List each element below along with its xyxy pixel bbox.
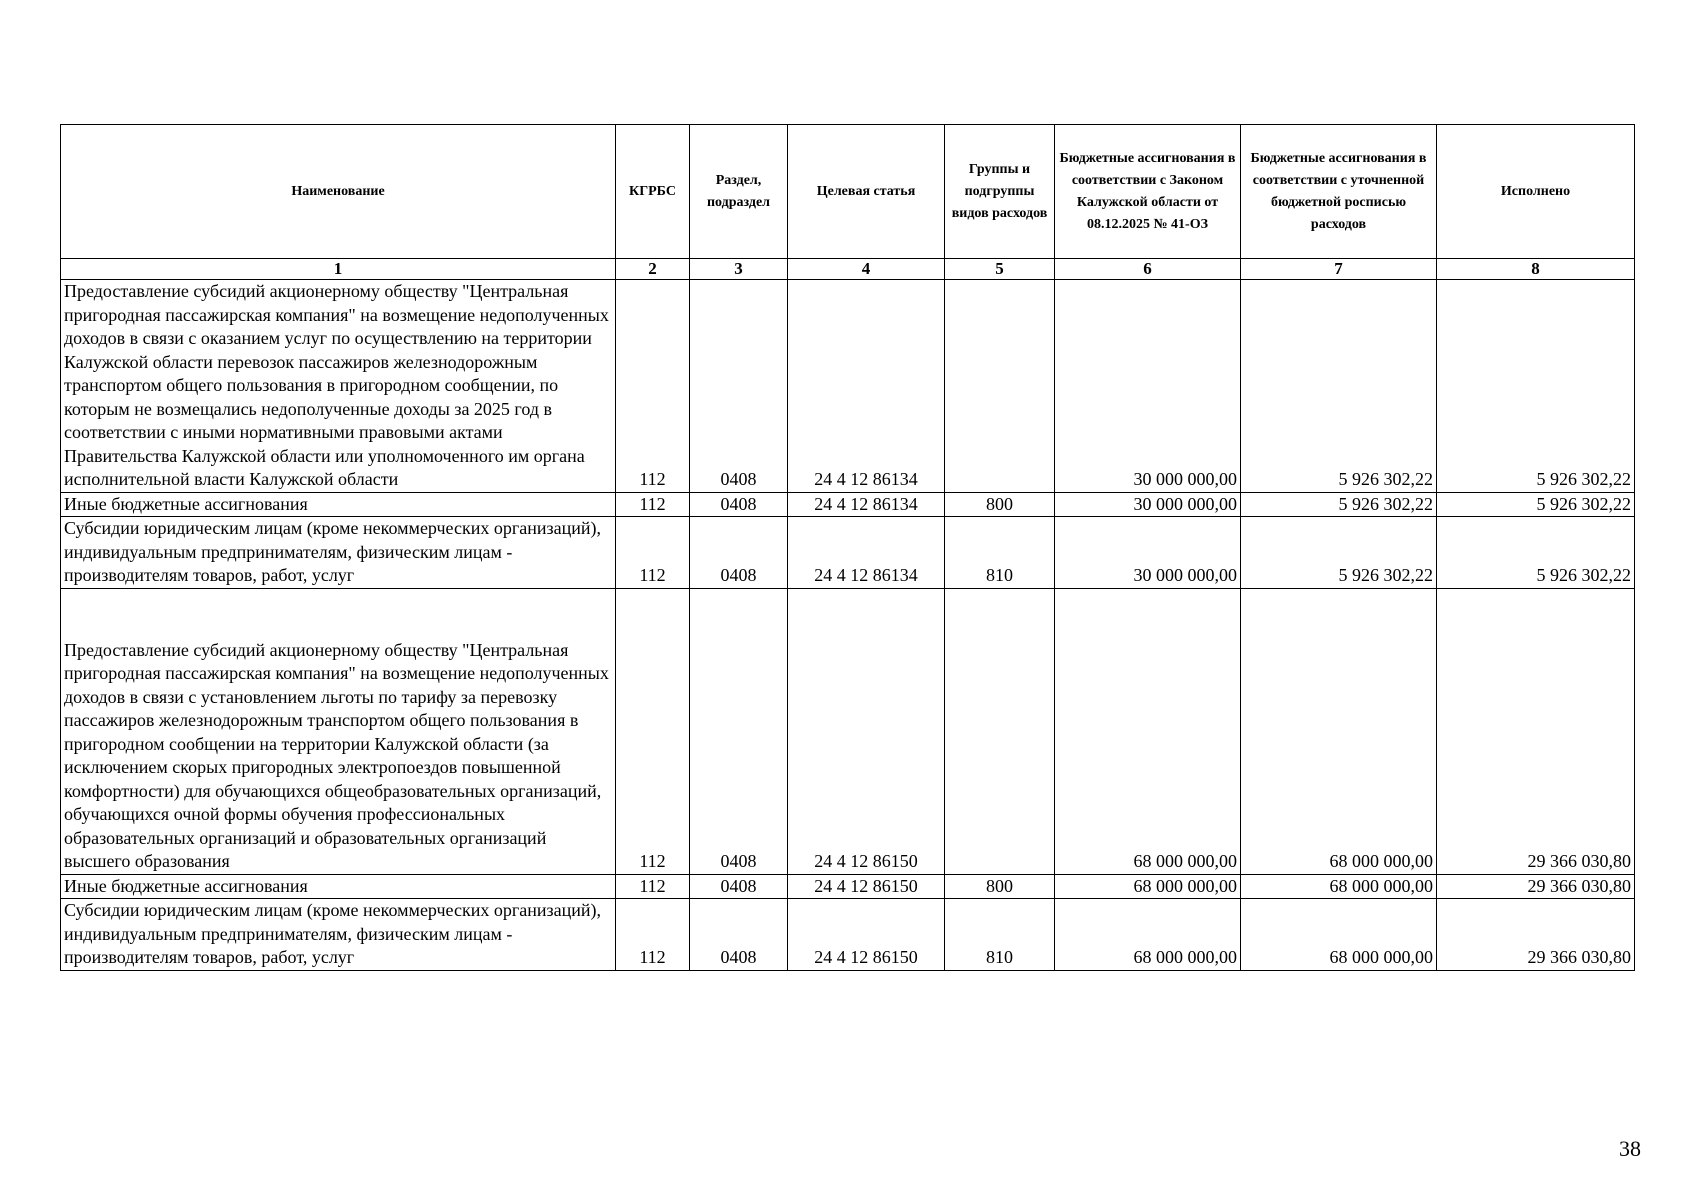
table-row	[61, 899, 1635, 971]
row-vid-raskhodov: 810	[945, 899, 1055, 971]
header-name: Наименование	[61, 125, 616, 259]
row-razdel: 0408	[690, 874, 788, 899]
row-razdel: 0408	[690, 588, 788, 874]
row-assignments-rospis: 5 926 302,22	[1241, 280, 1437, 493]
row-ispolneno: 29 366 030,80	[1437, 874, 1635, 899]
row-razdel: 0408	[690, 280, 788, 493]
row-assignments-law: 68 000 000,00	[1055, 899, 1241, 971]
row-assignments-rospis: 68 000 000,00	[1241, 899, 1437, 971]
row-kgrbs: 112	[616, 588, 690, 874]
row-tselevaya-statya: 24 4 12 86150	[788, 899, 945, 971]
table-header-row	[61, 125, 1635, 259]
row-assignments-law: 30 000 000,00	[1055, 492, 1241, 517]
row-name: Субсидии юридическим лицам (кроме некоммерческих организаций), индивидуальным предпринимателям, физическим лицам - производителям товаров, работ, услуг	[61, 899, 616, 971]
row-razdel: 0408	[690, 899, 788, 971]
row-assignments-rospis: 68 000 000,00	[1241, 588, 1437, 874]
table-row	[61, 517, 1635, 589]
row-tselevaya-statya: 24 4 12 86134	[788, 280, 945, 493]
row-vid-raskhodov	[945, 280, 1055, 493]
row-assignments-rospis: 5 926 302,22	[1241, 517, 1437, 589]
column-number: 5	[945, 259, 1055, 280]
row-assignments-law: 30 000 000,00	[1055, 280, 1241, 493]
column-number: 3	[690, 259, 788, 280]
row-assignments-rospis: 5 926 302,22	[1241, 492, 1437, 517]
header-kgrbs: КГРБС	[616, 125, 690, 259]
row-name: Иные бюджетные ассигнования	[61, 492, 616, 517]
row-kgrbs: 112	[616, 492, 690, 517]
budget-table	[60, 124, 1635, 971]
row-tselevaya-statya: 24 4 12 86150	[788, 588, 945, 874]
column-number: 4	[788, 259, 945, 280]
row-name: Иные бюджетные ассигнования	[61, 874, 616, 899]
row-name: Предоставление субсидий акционерному обществу "Центральная пригородная пассажирская компания" на возмещение недополученных доходов в связи с установлением льготы по тарифу за перевозку пассажиров железнодорожным транспортом общего пользования в пригородном сообщении на территории Калужской области (за исключением скорых пригородных электропоездов повышенной комфортности) для обучающихся общеобразовательных организаций, обучающихся очной формы обучения профессиональных образовательных организаций и образовательных организаций высшего образования	[61, 588, 616, 874]
row-vid-raskhodov: 800	[945, 874, 1055, 899]
table-row	[61, 588, 1635, 874]
row-vid-raskhodov: 800	[945, 492, 1055, 517]
row-tselevaya-statya: 24 4 12 86134	[788, 492, 945, 517]
header-tselevaya-statya: Целевая статья	[788, 125, 945, 259]
row-vid-raskhodov	[945, 588, 1055, 874]
table-row	[61, 280, 1635, 493]
column-number: 7	[1241, 259, 1437, 280]
page-number: 38	[1619, 1136, 1641, 1161]
header-assignments-rospis: Бюджетные ассигнования в соответствии с уточненной бюджетной росписью расходов	[1241, 125, 1437, 259]
table-row	[61, 874, 1635, 899]
row-assignments-law: 30 000 000,00	[1055, 517, 1241, 589]
header-razdel: Раздел, подраздел	[690, 125, 788, 259]
row-assignments-law: 68 000 000,00	[1055, 588, 1241, 874]
row-name: Субсидии юридическим лицам (кроме некоммерческих организаций), индивидуальным предпринимателям, физическим лицам - производителям товаров, работ, услуг	[61, 517, 616, 589]
column-number-row	[61, 259, 1635, 280]
table-row	[61, 492, 1635, 517]
column-number: 6	[1055, 259, 1241, 280]
row-kgrbs: 112	[616, 899, 690, 971]
row-assignments-rospis: 68 000 000,00	[1241, 874, 1437, 899]
row-tselevaya-statya: 24 4 12 86150	[788, 874, 945, 899]
row-kgrbs: 112	[616, 874, 690, 899]
column-number: 1	[61, 259, 616, 280]
row-ispolneno: 29 366 030,80	[1437, 588, 1635, 874]
row-assignments-law: 68 000 000,00	[1055, 874, 1241, 899]
header-ispolneno: Исполнено	[1437, 125, 1635, 259]
row-ispolneno: 29 366 030,80	[1437, 899, 1635, 971]
row-ispolneno: 5 926 302,22	[1437, 517, 1635, 589]
row-razdel: 0408	[690, 517, 788, 589]
row-kgrbs: 112	[616, 280, 690, 493]
row-ispolneno: 5 926 302,22	[1437, 280, 1635, 493]
row-kgrbs: 112	[616, 517, 690, 589]
row-vid-raskhodov: 810	[945, 517, 1055, 589]
row-razdel: 0408	[690, 492, 788, 517]
header-assignments-law: Бюджетные ассигнования в соответствии с Законом Калужской области от 08.12.2025 № 41-ОЗ	[1055, 125, 1241, 259]
row-tselevaya-statya: 24 4 12 86134	[788, 517, 945, 589]
column-number: 2	[616, 259, 690, 280]
column-number: 8	[1437, 259, 1635, 280]
row-ispolneno: 5 926 302,22	[1437, 492, 1635, 517]
row-name: Предоставление субсидий акционерному обществу "Центральная пригородная пассажирская компания" на возмещение недополученных доходов в связи с оказанием услуг по осуществлению на территории Калужской области перевозок пассажиров железнодорожным транспортом общего пользования в пригородном сообщении, по которым не возмещались недополученные доходы за 2025 год в соответствии с иными нормативными правовыми актами Правительства Калужской области или уполномоченного им органа исполнительной власти Калужской области	[61, 280, 616, 493]
header-vid-raskhodov: Группы и подгруппы видов расходов	[945, 125, 1055, 259]
